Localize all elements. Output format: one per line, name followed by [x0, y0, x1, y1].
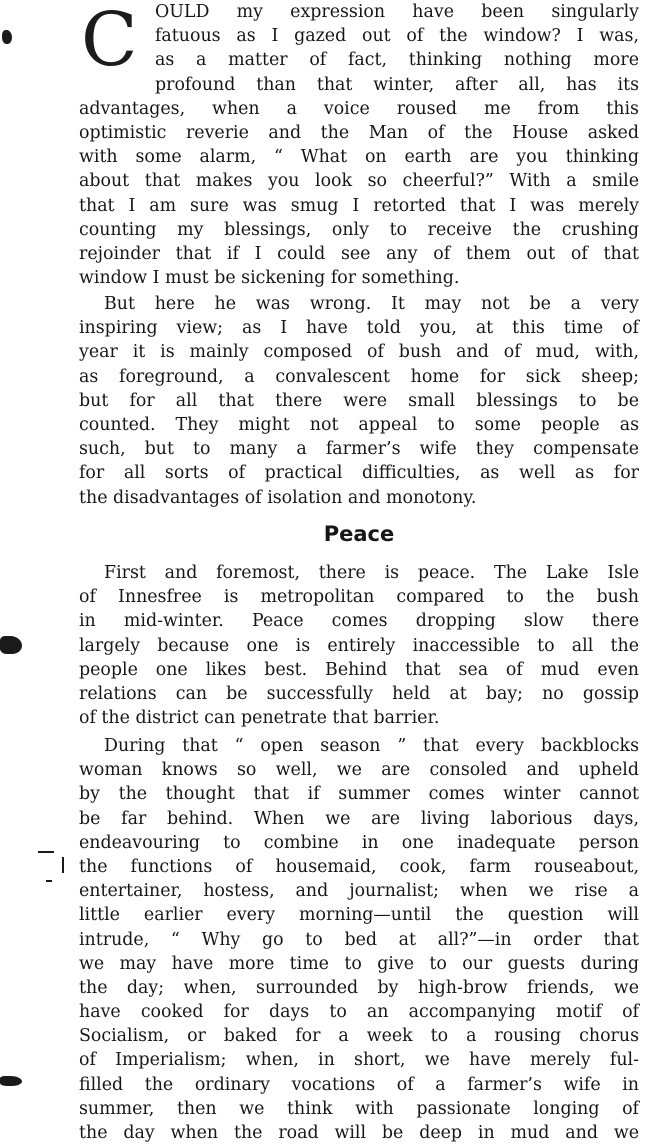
text-line: people one likes best. Behind that sea of mud even	[79, 659, 639, 680]
text-line: During that “ open season ” that every backblocks	[104, 736, 639, 756]
text-line: of Imperialism; when, in short, we have merely ful-	[79, 1050, 639, 1071]
text-line: the day when the road will be deep in mud and we	[79, 1123, 639, 1143]
text-line: relations can be successfully held at bay; no gossip	[79, 683, 639, 704]
text-line: as a matter of fact, thinking nothing more	[155, 50, 639, 71]
text-line: by the thought that if summer comes winter cannot	[79, 784, 639, 805]
text-line: woman knows so well, we are consoled and upheld	[79, 760, 639, 781]
text-line: that I am sure was smug I retorted that I was merely	[79, 195, 639, 216]
margin-mark-middle	[0, 636, 22, 654]
text-line: about that makes you look so cheerful?” With a smile	[79, 171, 639, 192]
text-line: fatuous as I gazed out of the window? I was,	[155, 26, 639, 47]
text-line: with some alarm, “ What on earth are you thinking	[79, 147, 639, 168]
text-line: filled the ordinary vocations of a farmer’s wife in	[79, 1074, 639, 1095]
text-line: First and foremost, there is peace. The Lake Isle	[104, 563, 639, 583]
text-line: summer, then we think with passionate longing of	[79, 1098, 639, 1119]
text-line: counted. They might not appeal to some people as	[79, 414, 639, 435]
text-line: of Innesfree is metropolitan compared to the bush	[79, 587, 639, 608]
margin-mark-dash-1	[38, 851, 54, 853]
text-line: such, but to many a farmer’s wife they compensate	[79, 439, 639, 460]
text-line: be far behind. When we are living laborious days,	[79, 808, 639, 829]
text-line: optimistic reverie and the Man of the House asked	[79, 122, 639, 143]
text-line: counting my blessings, only to receive the crushing	[79, 219, 639, 240]
paragraph-1	[79, 0, 639, 290]
text-line: we may have more time to give to our guests during	[79, 953, 639, 974]
text-line: But here he was wrong. It may not be a very	[104, 294, 639, 314]
drop-cap: C	[81, 0, 138, 83]
text-line: the functions of housemaid, cook, farm rouseabout,	[79, 856, 639, 877]
text-line: but for all that there were small blessings to be	[79, 390, 639, 411]
text-line: in mid-winter. Peace comes dropping slow there	[79, 611, 639, 632]
text-line: inspiring view; as I have told you, at this time of	[79, 318, 639, 339]
margin-mark-dash-2	[46, 880, 52, 882]
text-line: advantages, when a voice roused me from this	[79, 98, 639, 119]
paragraph-4	[79, 734, 639, 1145]
text-line: endeavouring to combine in one inadequate person	[79, 832, 639, 853]
margin-mark-bottom	[0, 1076, 22, 1086]
text-line: the disadvantages of isolation and monotony.	[79, 487, 477, 508]
text-line: have cooked for days to an accompanying motif of	[79, 1002, 639, 1023]
text-line: window I must be sickening for something.	[79, 268, 460, 289]
section-heading: Peace	[323, 522, 395, 546]
text-line: intrude, “ Why go to bed at all?”—in order that	[79, 929, 639, 950]
text-line: as foreground, a convalescent home for sick sheep;	[79, 366, 639, 387]
text-line: rejoinder that if I could see any of them out of that	[79, 243, 639, 264]
text-line: year it is mainly composed of bush and of mud, with,	[79, 342, 639, 363]
text-line: entertainer, hostess, and journalist; when we rise a	[79, 881, 639, 902]
margin-mark-bracket	[62, 857, 64, 873]
text-line: profound than that winter, after all, has its	[155, 74, 639, 95]
text-line: OULD my expression have been singularly	[155, 2, 639, 22]
margin-mark-top	[2, 30, 12, 44]
paragraph-2	[79, 292, 639, 510]
paragraph-3	[79, 561, 639, 730]
text-line: of the district can penetrate that barrier.	[79, 708, 440, 729]
text-line: the day; when, surrounded by high-brow friends, we	[79, 977, 639, 998]
text-line: largely because one is entirely inaccessible to all the	[79, 635, 639, 656]
text-line: for all sorts of practical difficulties, as well as for	[79, 463, 639, 484]
text-line: little earlier every morning—until the question will	[79, 905, 639, 926]
text-line: Socialism, or baked for a week to a rousing chorus	[79, 1026, 639, 1047]
